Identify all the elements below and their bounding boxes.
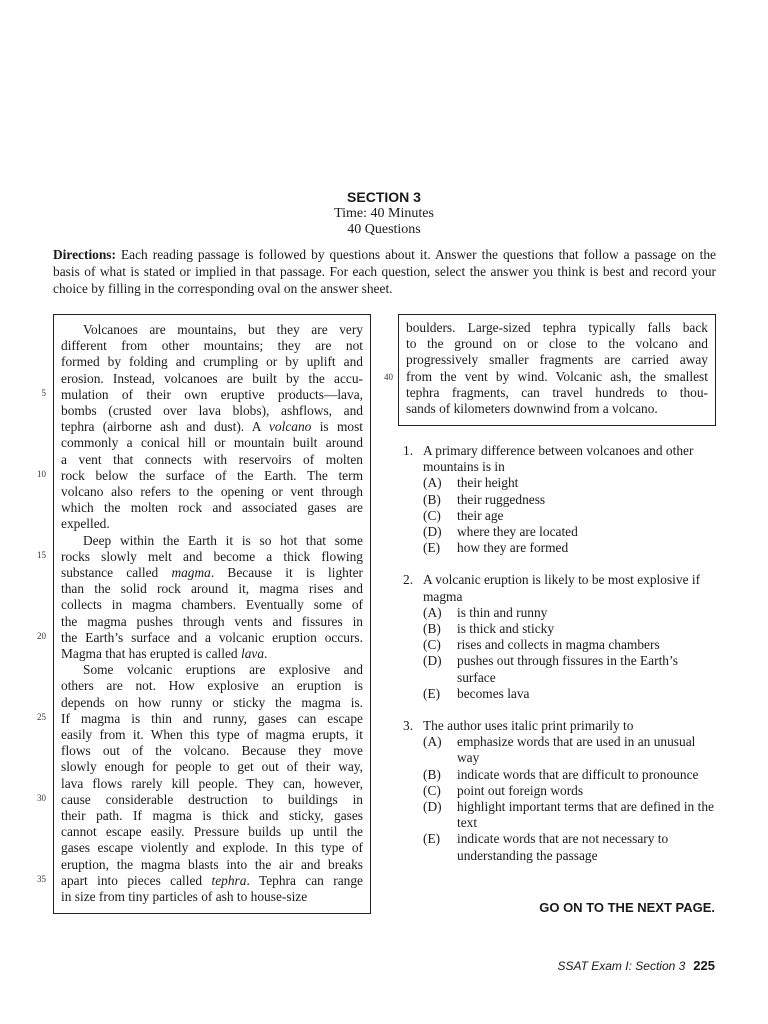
option-text: highlight important terms that are defined in the text [457,799,714,831]
line-number: 5 [41,388,46,398]
passage-line: flows out of the volcano. Because they move [61,743,363,759]
passage-line: from the vent by wind. Volcanic ash, the smallest [406,368,708,384]
passage-line: easily from it. When this type of magma erupts, it [61,727,363,742]
answer-option [398,799,718,831]
passage-line: lava flows rarely kill people. They can, however, [61,775,363,791]
option-letter: (D) [423,799,442,815]
passage-line: their path. If magma is thick and sticky, gases [61,808,363,823]
passage-line: cannot escape easily. Pressure builds up until the [61,824,363,840]
passage-line: eruption, the magma blasts into the air and breaks [61,856,363,872]
passage-line: gases escape violently and explode. In this type of [61,840,363,856]
passage-line: collects in magma chambers. Eventually some of [61,597,363,613]
option-letter: (C) [423,782,441,798]
answer-option [398,605,718,621]
passage-box [53,314,371,914]
passage-line: the magma pushes through vents and fissures in [61,613,363,629]
answer-option [398,686,718,702]
passage-line: the Earth’s surface and a volcanic eruption occurs. [61,629,363,645]
directions-text: Each reading passage is followed by questions about it. Answer the questions that follow a passage on the basis of what is stated or implied in that passage. For each question, select the answer you think is best and record your choice by filling in the corresponding oval on the answer sheet. [53,247,716,296]
line-number: 40 [384,372,393,382]
passage-line: Deep within the Earth it is so hot that some [83,532,363,548]
option-letter: (B) [423,491,441,507]
directions [53,246,716,297]
passage-line: tephra (airborne ash and dust). A volcano is most [61,419,363,435]
passage-line: mulation of their own eruptive products—lava, [61,386,363,402]
question-text: A volcanic eruption is likely to be most explosive if magma [423,572,701,604]
option-letter: (D) [423,524,442,540]
passage-line: others are not. How explosive an eruption is [61,678,363,694]
question-stem [398,443,718,475]
option-text: rises and collects in magma chambers [457,637,660,653]
option-letter: (C) [423,507,441,523]
passage-line: If magma is thin and runny, gases can escape [61,710,363,726]
answer-option [398,767,718,783]
passage-line: a vent that connects with reservoirs of molten [61,451,363,467]
passage-line: expelled. [61,516,110,532]
option-letter: (B) [423,621,441,637]
option-text: their ruggedness [457,491,546,507]
answer-option [398,653,718,685]
option-letter: (D) [423,653,442,669]
time-limit: Time: 40 Minutes [334,206,434,221]
option-text: emphasize words that are used in an unusual way [457,734,696,766]
page-footer [557,958,715,973]
section-header [0,189,768,238]
passage-line: rock below the surface of the Earth. The term [61,467,363,483]
question-number: 3. [403,718,414,734]
answer-option [398,831,718,863]
option-letter: (E) [423,685,441,701]
question-stem [398,572,718,604]
question [398,443,718,556]
section-title: SECTION 3 [347,189,421,205]
answer-option [398,492,718,508]
option-letter: (E) [423,540,441,556]
answer-option [398,637,718,653]
answer-option [398,524,718,540]
option-text: indicate words that are difficult to pronounce [457,766,699,782]
answer-option [398,734,718,766]
question [398,718,718,864]
question-number: 2. [403,572,414,588]
passage-line: slowly enough for people to get out of their way, [61,759,363,775]
option-text: is thick and sticky [457,621,555,637]
question-text: A primary difference between volcanoes and other mountains is in [423,443,694,475]
passage-line: than the solid rock around it, magma rises and [61,581,363,597]
option-text: becomes lava [457,685,530,701]
option-text: point out foreign words [457,782,584,798]
line-number: 20 [37,631,46,641]
option-text: pushes out through fissures in the Earth’s surface [457,653,678,685]
passage-line: progressively smaller fragments are carried away [406,352,708,368]
question-text: The author uses italic print primarily to [423,718,634,734]
passage-line: commonly a conical hill or mountain built around [61,435,363,451]
answer-option [398,783,718,799]
option-letter: (A) [423,475,442,491]
line-number: 30 [37,793,46,803]
passage-line: cause considerable destruction to buildings in [61,791,363,807]
option-letter: (E) [423,831,441,847]
option-letter: (B) [423,766,441,782]
passage-line: which the molten rock and associated gases are [61,500,363,516]
go-on-notice: GO ON TO THE NEXT PAGE. [539,900,715,915]
option-text: how they are formed [457,540,569,556]
passage-line: different from other mountains; they are not [61,338,363,354]
passage-line: rocks slowly melt and become a thick flowing [61,548,363,564]
answer-option [398,540,718,556]
question-stem [398,718,718,734]
passage-line: volcano also refers to the opening or vent through [61,484,363,499]
passage-continuation-box [398,314,716,426]
passage-line: Some volcanic eruptions are explosive and [83,662,363,678]
passage-line: formed by folding and crumpling or by uplift and [61,354,363,370]
passage-line: depends on how runny or sticky the magma is. [61,694,363,710]
question-number: 1. [403,443,414,458]
question-list [398,443,718,880]
line-number: 10 [37,469,46,479]
passage-line: erosion. Instead, volcanoes are built by the accu- [61,370,363,386]
passage-line: Magma that has erupted is called lava. [61,646,268,661]
answer-option [398,621,718,637]
answer-option [398,475,718,491]
passage-line: in size from tiny particles of ash to house-size [61,889,308,904]
question-count: 40 Questions [347,222,421,237]
passage-line: apart into pieces called tephra. Tephra can range [61,872,363,888]
option-text: their height [457,475,519,491]
passage-line: bombs (crusted over lava blobs), ashflows, and [61,403,363,418]
passage-line: tephra fragments, can travel hundreds to thou- [406,384,708,400]
line-number: 15 [37,550,46,560]
option-text: where they are located [457,524,578,540]
answer-option [398,508,718,524]
option-letter: (C) [423,637,441,653]
option-letter: (A) [423,604,442,620]
passage-line: boulders. Large-sized tephra typically falls back [406,320,708,335]
line-number: 25 [37,712,46,722]
passage-line: sands of kilometers downwind from a volcano. [406,401,658,416]
option-text: indicate words that are not necessary to understanding the passage [457,831,669,863]
directions-label: Directions: [53,247,116,262]
passage-line: to the ground on or close to the volcano and [406,336,708,352]
option-text: is thin and runny [457,604,548,620]
option-letter: (A) [423,734,442,750]
option-text: their age [457,507,504,523]
line-number: 35 [37,874,46,884]
passage-line: substance called magma. Because it is lighter [61,565,363,580]
page-number: 225 [693,958,715,973]
footer-label: SSAT Exam I: Section 3 [557,959,686,973]
passage-line: Volcanoes are mountains, but they are very [83,322,363,337]
question [398,572,718,702]
